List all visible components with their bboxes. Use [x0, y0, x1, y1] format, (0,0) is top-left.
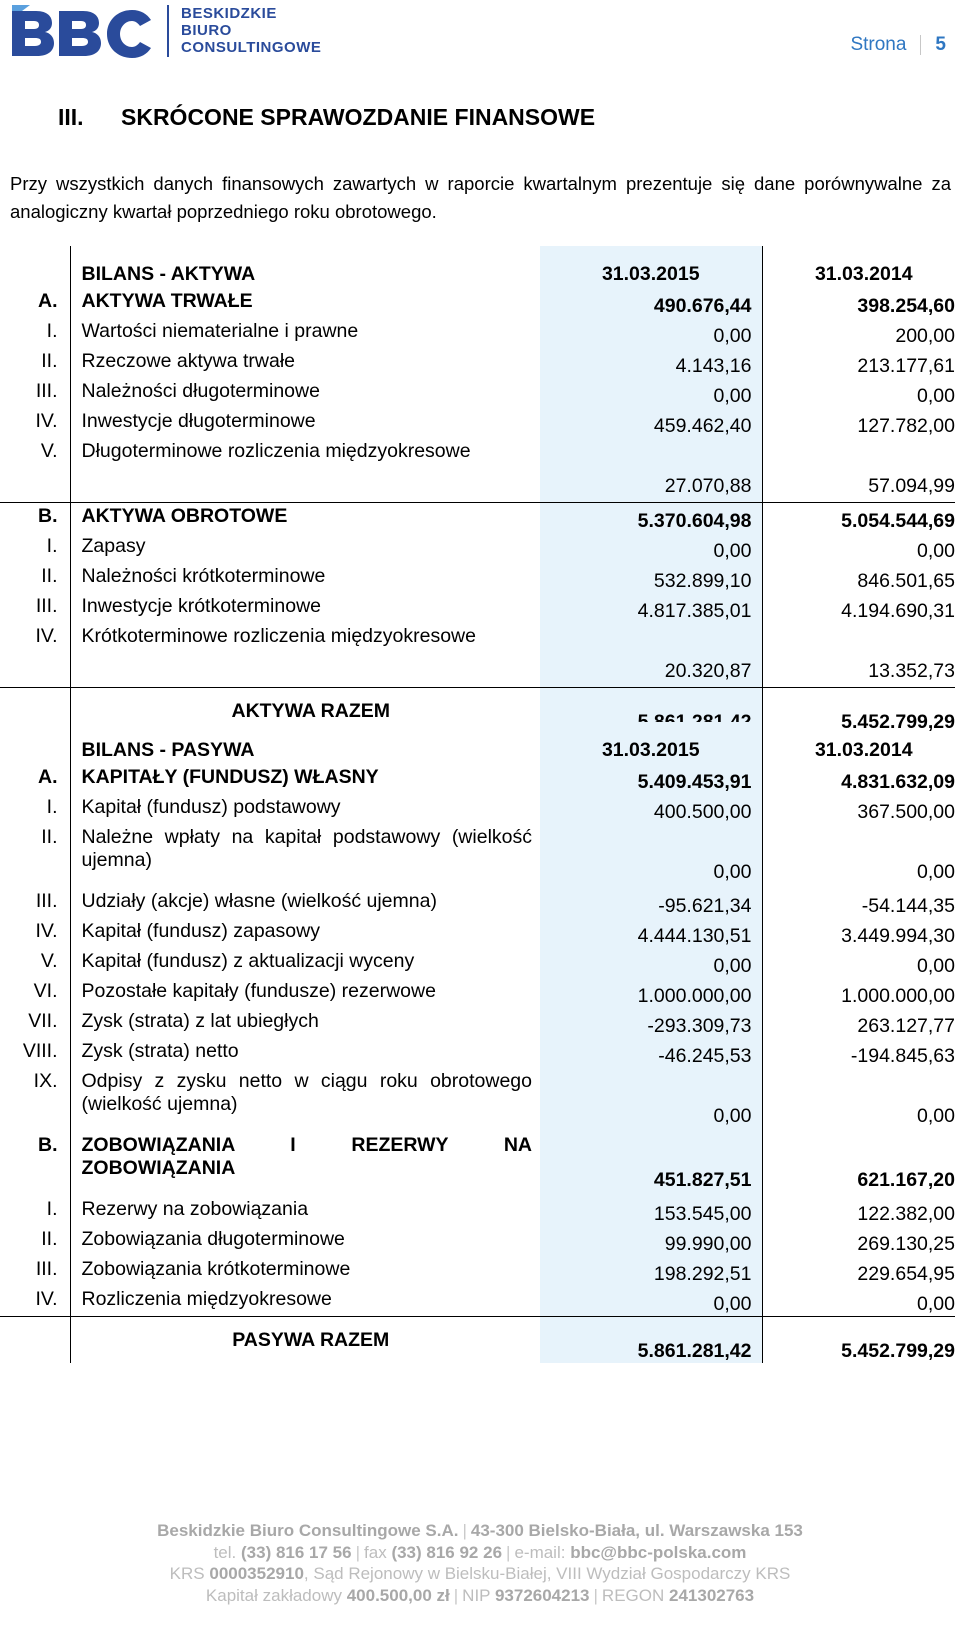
row-number: III. — [35, 380, 58, 402]
row-number: V. — [40, 950, 58, 972]
row-label: Należności długoterminowe — [70, 378, 540, 408]
spacer-cell — [762, 1317, 955, 1328]
logo-line: CONSULTINGOWE — [181, 39, 322, 56]
value-2015: 532.899,10 — [540, 563, 762, 593]
value-2014: 4.194.690,31 — [841, 600, 955, 622]
total-label: PASYWA RAZEM — [70, 1327, 540, 1363]
footer-tel-label: tel. — [213, 1542, 237, 1562]
row-number: II. — [41, 350, 58, 372]
value-2014: 122.382,00 — [857, 1203, 955, 1225]
value-2014: 200,00 — [895, 325, 955, 347]
footer-fax: (33) 816 92 26 — [391, 1542, 503, 1562]
footer-regon-label: REGON — [601, 1585, 665, 1605]
row-label: Kapitał (fundusz) zapasowy — [70, 918, 540, 948]
logo-line: BIURO — [181, 22, 232, 39]
row-label: Wartości niematerialne i prawne — [70, 318, 540, 348]
header-empty-cell — [0, 246, 70, 288]
spacer-cell — [0, 1317, 70, 1328]
table-row — [0, 348, 955, 378]
table-row — [0, 948, 955, 978]
row-number: II. — [41, 1228, 58, 1250]
value-2015: 5.370.604,98 — [540, 503, 762, 534]
table-row — [0, 378, 955, 408]
table-row — [0, 918, 955, 948]
value-2014: 0,00 — [917, 1105, 955, 1127]
footer-regon: 241302763 — [669, 1585, 755, 1605]
value-2014: 621.167,20 — [857, 1169, 955, 1191]
row-label: Udziały (akcje) własne (wielkość ujemna) — [70, 888, 540, 918]
balance-assets-table — [0, 246, 955, 734]
row-label: Zapasy — [70, 533, 540, 563]
row-label: Krótkoterminowe rozliczenia międzyokresowe — [70, 623, 540, 688]
value-2015: 27.070,88 — [540, 438, 762, 503]
footer-fax-label: fax — [364, 1542, 387, 1562]
row-number: I. — [46, 320, 58, 342]
footer-company: Beskidzkie Biuro Consultingowe S.A. — [157, 1521, 459, 1540]
row-label: Zobowiązania długoterminowe — [70, 1226, 540, 1256]
total-label: AKTYWA RAZEM — [70, 698, 540, 734]
value-2015: -95.621,34 — [540, 888, 762, 918]
value-2015: 4.143,16 — [540, 348, 762, 378]
value-2014: 398.254,60 — [857, 295, 955, 317]
footer-capital: 400.500,00 zł — [346, 1585, 450, 1605]
value-2014: 0,00 — [917, 955, 955, 977]
row-number: B. — [38, 505, 58, 527]
row-label: Należne wpłaty na kapitał podstawowy (wielkość ujemna) — [70, 824, 540, 888]
footer-capital-label: Kapitał zakładowy — [205, 1585, 342, 1605]
spacer-cell — [540, 1317, 762, 1328]
total-value-2014: 5.452.799,29 — [841, 1340, 955, 1362]
row-number: VIII. — [22, 1040, 58, 1062]
row-number: IV. — [0, 623, 70, 688]
table-row — [0, 318, 955, 348]
table-row — [0, 764, 955, 794]
value-2014: 0,00 — [917, 540, 955, 562]
bbc-logo-icon — [10, 3, 153, 59]
row-number: V. — [0, 438, 70, 503]
row-label: Zysk (strata) netto — [70, 1038, 540, 1068]
value-2014: 367.500,00 — [857, 801, 955, 823]
value-2014: 0,00 — [917, 861, 955, 883]
value-2014: 0,00 — [917, 385, 955, 407]
footer-line-4: Kapitał zakładowy 400.500,00 zł | NIP 9372604213 | REGON 241302763 — [205, 1585, 755, 1605]
spacer-row — [0, 1317, 955, 1328]
row-label: Długoterminowe rozliczenia międzyokresowe — [70, 438, 540, 503]
value-2014: 4.831.632,09 — [841, 771, 955, 793]
logo-divider — [167, 5, 169, 57]
value-2014: 13.352,73 — [762, 623, 955, 688]
value-2015: 400.500,00 — [540, 794, 762, 824]
row-number: III. — [35, 1258, 58, 1280]
footer-court: , Sąd Rejonowy w Bielsku-Białej, VIII Wydział Gospodarczy KRS — [303, 1564, 791, 1583]
table-header-row — [0, 722, 955, 764]
footer-line-1: Beskidzkie Biuro Consultingowe S.A. | 43-300 Bielsko-Biała, ul. Warszawska 153 — [157, 1521, 803, 1540]
value-2015: 1.000.000,00 — [540, 978, 762, 1008]
table-row — [0, 593, 955, 623]
row-label: Kapitał (fundusz) podstawowy — [70, 794, 540, 824]
page-label: Strona — [850, 34, 907, 55]
value-2014: 3.449.994,30 — [841, 925, 955, 947]
value-2015: 0,00 — [540, 1068, 762, 1132]
row-number: III. — [35, 595, 58, 617]
spacer-cell — [762, 688, 955, 699]
row-label: Inwestycje krótkoterminowe — [70, 593, 540, 623]
footer-tel: (33) 816 17 56 — [241, 1542, 352, 1562]
logo-line: BESKIDZKIE — [181, 5, 277, 22]
value-2014: 213.177,61 — [857, 355, 955, 377]
footer-nip: 9372604213 — [494, 1585, 590, 1605]
value-2015: -293.309,73 — [540, 1008, 762, 1038]
table-row — [0, 438, 955, 503]
header-empty-cell — [0, 722, 70, 764]
table-row — [0, 288, 955, 318]
value-2015: 0,00 — [540, 824, 762, 888]
section-title-text: SKRÓCONE SPRAWOZDANIE FINANSOWE — [121, 104, 596, 130]
value-2014: 127.782,00 — [857, 415, 955, 437]
value-2015: 451.827,51 — [540, 1132, 762, 1196]
footer-nip-label: NIP — [462, 1585, 491, 1605]
row-number: IV. — [35, 410, 58, 432]
spacer-cell — [70, 688, 540, 699]
total-value-2015: 5.861.281,42 — [540, 1327, 762, 1363]
balance-liabilities-table — [0, 722, 955, 1363]
value-2015: 5.409.453,91 — [540, 764, 762, 794]
table-row — [0, 503, 955, 534]
total-value-2014: 5.452.799,29 — [841, 711, 955, 733]
row-number: I. — [46, 1198, 58, 1220]
row-number: IV. — [35, 920, 58, 942]
section-title — [58, 104, 595, 131]
spacer-row — [0, 688, 955, 699]
row-label: Rozliczenia międzyokresowe — [70, 1286, 540, 1317]
row-number: IV. — [0, 1286, 70, 1317]
row-label: Kapitał (fundusz) z aktualizacji wyceny — [70, 948, 540, 978]
value-2014: -194.845,63 — [850, 1045, 955, 1067]
logo-text — [181, 5, 321, 56]
table-row — [0, 978, 955, 1008]
table-header-row — [0, 246, 955, 288]
value-2014: 846.501,65 — [857, 570, 955, 592]
table-row — [0, 623, 955, 688]
row-number: IX. — [33, 1070, 58, 1092]
row-label: Rzeczowe aktywa trwałe — [70, 348, 540, 378]
table-row — [0, 1132, 955, 1196]
page-header — [0, 0, 960, 70]
value-2015: 153.545,00 — [540, 1196, 762, 1226]
table-row — [0, 1256, 955, 1286]
footer-email-label: e-mail: — [514, 1542, 566, 1562]
table-row — [0, 1196, 955, 1226]
company-logo — [10, 3, 321, 59]
value-2014: 263.127,77 — [857, 1015, 955, 1037]
row-label: Rezerwy na zobowiązania — [70, 1196, 540, 1226]
page-indicator — [850, 34, 946, 56]
footer-address: 43-300 Bielsko-Biała, ul. Warszawska 153 — [470, 1521, 803, 1540]
value-2015: 459.462,40 — [540, 408, 762, 438]
table-row — [0, 563, 955, 593]
footer-krs-label: KRS — [169, 1564, 205, 1583]
row-label: AKTYWA OBROTOWE — [70, 503, 540, 534]
row-number: I. — [46, 796, 58, 818]
value-2015: 490.676,44 — [540, 288, 762, 318]
row-number: A. — [38, 766, 58, 788]
total-empty-cell — [0, 1327, 70, 1363]
page-number: 5 — [935, 34, 946, 55]
value-2015: 0,00 — [540, 533, 762, 563]
value-2014: 269.130,25 — [857, 1233, 955, 1255]
column-header-2015: 31.03.2015 — [540, 722, 762, 764]
page-divider — [920, 35, 921, 55]
value-2015: 4.444.130,51 — [540, 918, 762, 948]
table-row — [0, 794, 955, 824]
value-2015: 0,00 — [540, 378, 762, 408]
table-row — [0, 888, 955, 918]
footer-line-3 — [0, 1563, 960, 1585]
table-row — [0, 824, 955, 888]
value-2014: 5.054.544,69 — [841, 510, 955, 532]
footer-line-2: tel. (33) 816 17 56 | fax (33) 816 92 26 | e-mail: bbc@bbc-polska.com — [213, 1542, 747, 1562]
footer-email: bbc@bbc-polska.com — [570, 1542, 747, 1562]
spacer-cell — [540, 688, 762, 699]
value-2015: 0,00 — [540, 318, 762, 348]
table-row — [0, 1068, 955, 1132]
table-row — [0, 1286, 955, 1317]
value-2014: -54.144,35 — [861, 895, 955, 917]
value-2014: 57.094,99 — [762, 438, 955, 503]
table-title: BILANS - PASYWA — [70, 722, 540, 764]
row-label: Zobowiązania krótkoterminowe — [70, 1256, 540, 1286]
table-row — [0, 408, 955, 438]
section-number: III. — [58, 104, 84, 130]
row-number: I. — [46, 535, 58, 557]
value-2014: 0,00 — [762, 1286, 955, 1317]
row-number: II. — [41, 565, 58, 587]
table-row — [0, 1038, 955, 1068]
value-2015: 99.990,00 — [540, 1226, 762, 1256]
total-row — [0, 1327, 955, 1363]
table-row — [0, 1226, 955, 1256]
value-2015: 20.320,87 — [540, 623, 762, 688]
column-header-2015: 31.03.2015 — [540, 246, 762, 288]
row-label: Inwestycje długoterminowe — [70, 408, 540, 438]
row-label: Należności krótkoterminowe — [70, 563, 540, 593]
footer-krs: 0000352910 — [209, 1564, 304, 1583]
row-label: Zysk (strata) z lat ubiegłych — [70, 1008, 540, 1038]
value-2015: 0,00 — [540, 1286, 762, 1317]
column-header-2014: 31.03.2014 — [814, 263, 913, 285]
intro-paragraph: Przy wszystkich danych finansowych zawartych w raporcie kwartalnym prezentuje się dane porównywalne za analogiczny kwartał poprzedniego roku obrotowego. — [10, 173, 951, 222]
value-2015: -46.245,53 — [540, 1038, 762, 1068]
spacer-cell — [0, 688, 70, 699]
assets-table-body — [0, 246, 955, 734]
row-number: A. — [38, 290, 58, 312]
row-label: Odpisy z zysku netto w ciągu roku obrotowego (wielkość ujemna) — [70, 1068, 540, 1132]
row-number: VI. — [33, 980, 58, 1002]
row-number: B. — [38, 1134, 58, 1156]
row-label: ZOBOWIĄZANIA I REZERWY NA ZOBOWIĄZANIA — [70, 1132, 540, 1196]
row-label: KAPITAŁY (FUNDUSZ) WŁASNY — [70, 764, 540, 794]
row-number: III. — [35, 890, 58, 912]
table-title: BILANS - AKTYWA — [70, 246, 540, 288]
row-label: AKTYWA TRWAŁE — [70, 288, 540, 318]
value-2014: 1.000.000,00 — [841, 985, 955, 1007]
value-2015: 4.817.385,01 — [540, 593, 762, 623]
row-number: VII. — [28, 1010, 58, 1032]
page-footer — [0, 1520, 960, 1606]
value-2014: 229.654,95 — [857, 1263, 955, 1285]
row-label: Pozostałe kapitały (fundusze) rezerwowe — [70, 978, 540, 1008]
value-2015: 198.292,51 — [540, 1256, 762, 1286]
value-2015: 0,00 — [540, 948, 762, 978]
row-number: II. — [41, 826, 58, 848]
table-row — [0, 533, 955, 563]
spacer-cell — [70, 1317, 540, 1328]
column-header-2014: 31.03.2014 — [814, 739, 913, 761]
table-row — [0, 1008, 955, 1038]
liabilities-table-body — [0, 722, 955, 1363]
